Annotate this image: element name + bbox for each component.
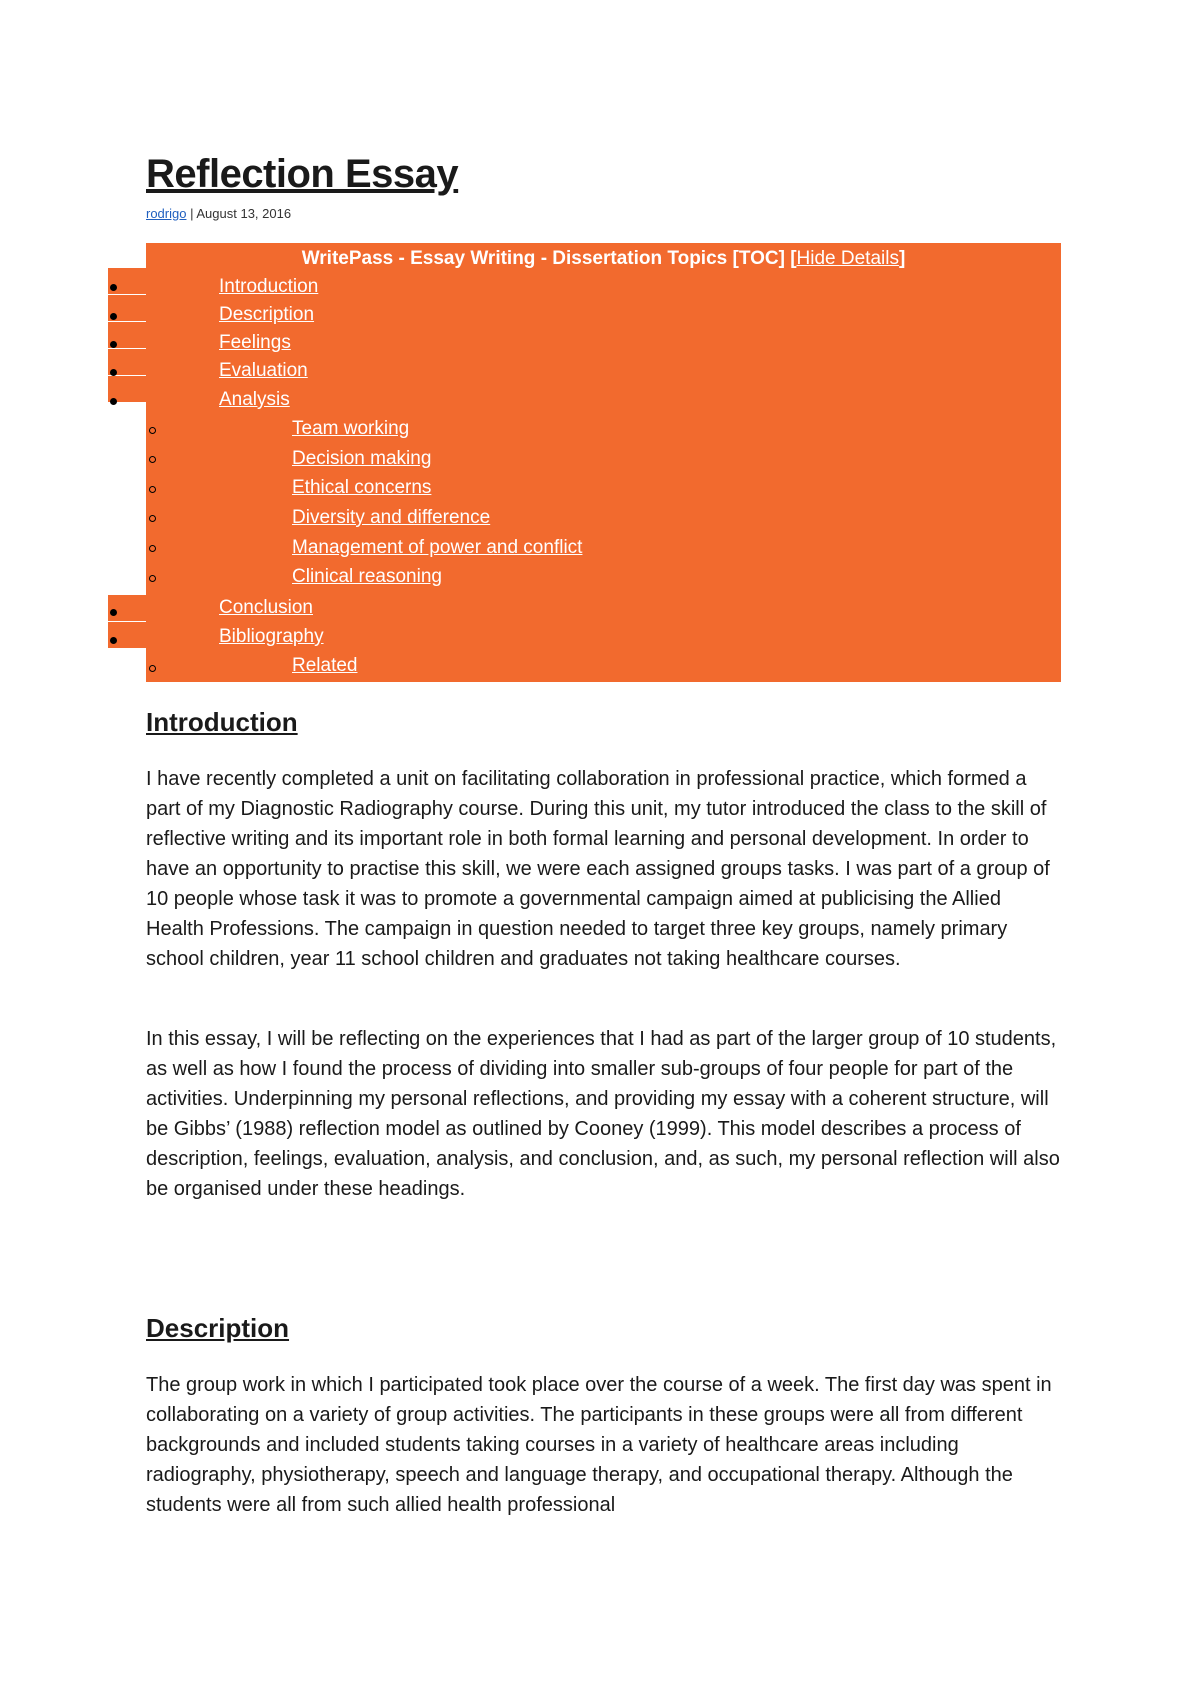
circle-bullet-icon <box>149 575 156 582</box>
bullet-icon <box>110 313 117 320</box>
introduction-paragraph-1: I have recently completed a unit on facilitating collaboration in professional practice, which formed a part of my Diagnostic Radiography course. During this unit, my tutor introduced the class to the skill of reflective writing and its important role in both formal learning and personal development. In order to have an opportunity to practise this skill, we were each assigned groups tasks. I was part of a group of 10 people whose task it was to promote a governmental campaign aimed at publicising the Allied Health Professions. The campaign in question needed to target three key groups, namely primary school children, year 11 school children and graduates not taking healthcare courses. <box>146 768 1050 970</box>
bullet-icon <box>110 637 117 644</box>
bullet-icon <box>110 284 117 291</box>
bullet-icon <box>110 341 117 348</box>
toc-link-diversity[interactable]: Diversity and difference <box>292 507 491 528</box>
hide-details-link[interactable]: Hide Details <box>796 248 899 269</box>
description-heading: Description <box>146 1313 290 1343</box>
post-date: August 13, 2016 <box>196 206 292 221</box>
author-link[interactable]: rodrigo <box>146 206 187 221</box>
toc-link-decision-making[interactable]: Decision making <box>292 448 432 469</box>
introduction-heading: Introduction <box>146 707 298 737</box>
toc-header <box>146 248 1061 270</box>
bullet-icon <box>110 369 117 376</box>
toc-link-description[interactable]: Description <box>219 304 315 325</box>
toc-link-feelings[interactable]: Feelings <box>219 332 291 353</box>
circle-bullet-icon <box>149 545 156 552</box>
toc-link-related[interactable]: Related <box>292 655 358 676</box>
toc-tab <box>108 595 148 621</box>
toc-link-clinical-reasoning[interactable]: Clinical reasoning <box>292 566 442 587</box>
bullet-icon <box>110 398 117 405</box>
toc-link-management-power[interactable]: Management of power and conflict <box>292 537 583 558</box>
circle-bullet-icon <box>149 665 156 672</box>
toc-link-bibliography[interactable]: Bibliography <box>219 626 324 647</box>
toc-tab <box>108 622 148 648</box>
circle-bullet-icon <box>149 486 156 493</box>
introduction-paragraph-2: In this essay, I will be reflecting on the experiences that I had as part of the larger group of 10 students, as well as how I found the process of dividing into smaller sub-groups of four people for part of the activities. Underpinning my personal reflections, and providing my essay with a coherent structure, will be Gibbs’ (1988) reflection model as outlined by Cooney (1999). This model describes a process of description, feelings, evaluation, analysis, and conclusion, and, as such, my personal reflection will also be organised under these headings. <box>146 1028 1060 1200</box>
toc-title: WritePass - Essay Writing - Dissertation Topics [TOC] <box>301 248 785 269</box>
circle-bullet-icon <box>149 427 156 434</box>
toc-link-introduction[interactable]: Introduction <box>219 276 319 297</box>
meta-separator: | <box>190 206 194 221</box>
post-meta <box>146 206 291 221</box>
toc-hide-bracket-close: ] <box>898 248 906 269</box>
bullet-icon <box>110 609 117 616</box>
toc-link-analysis[interactable]: Analysis <box>219 389 290 410</box>
toc-link-team-working[interactable]: Team working <box>292 418 410 439</box>
toc-link-ethical-concerns[interactable]: Ethical concerns <box>292 477 432 498</box>
toc-link-conclusion[interactable]: Conclusion <box>219 597 313 618</box>
page-title: Reflection Essay <box>146 152 459 196</box>
toc-hide-bracket-open: [ <box>790 248 797 269</box>
circle-bullet-icon <box>149 515 156 522</box>
description-paragraph-1: The group work in which I participated took place over the course of a week. The first day was spent in collaborating on a variety of group activities. The participants in these groups were all from different backgrounds and included students taking courses in a variety of healthcare areas including radiography, physiotherapy, speech and language therapy, and occupational therapy. Although the students were all from such allied health professional <box>146 1374 1052 1516</box>
circle-bullet-icon <box>149 456 156 463</box>
toc-link-evaluation[interactable]: Evaluation <box>219 360 308 381</box>
